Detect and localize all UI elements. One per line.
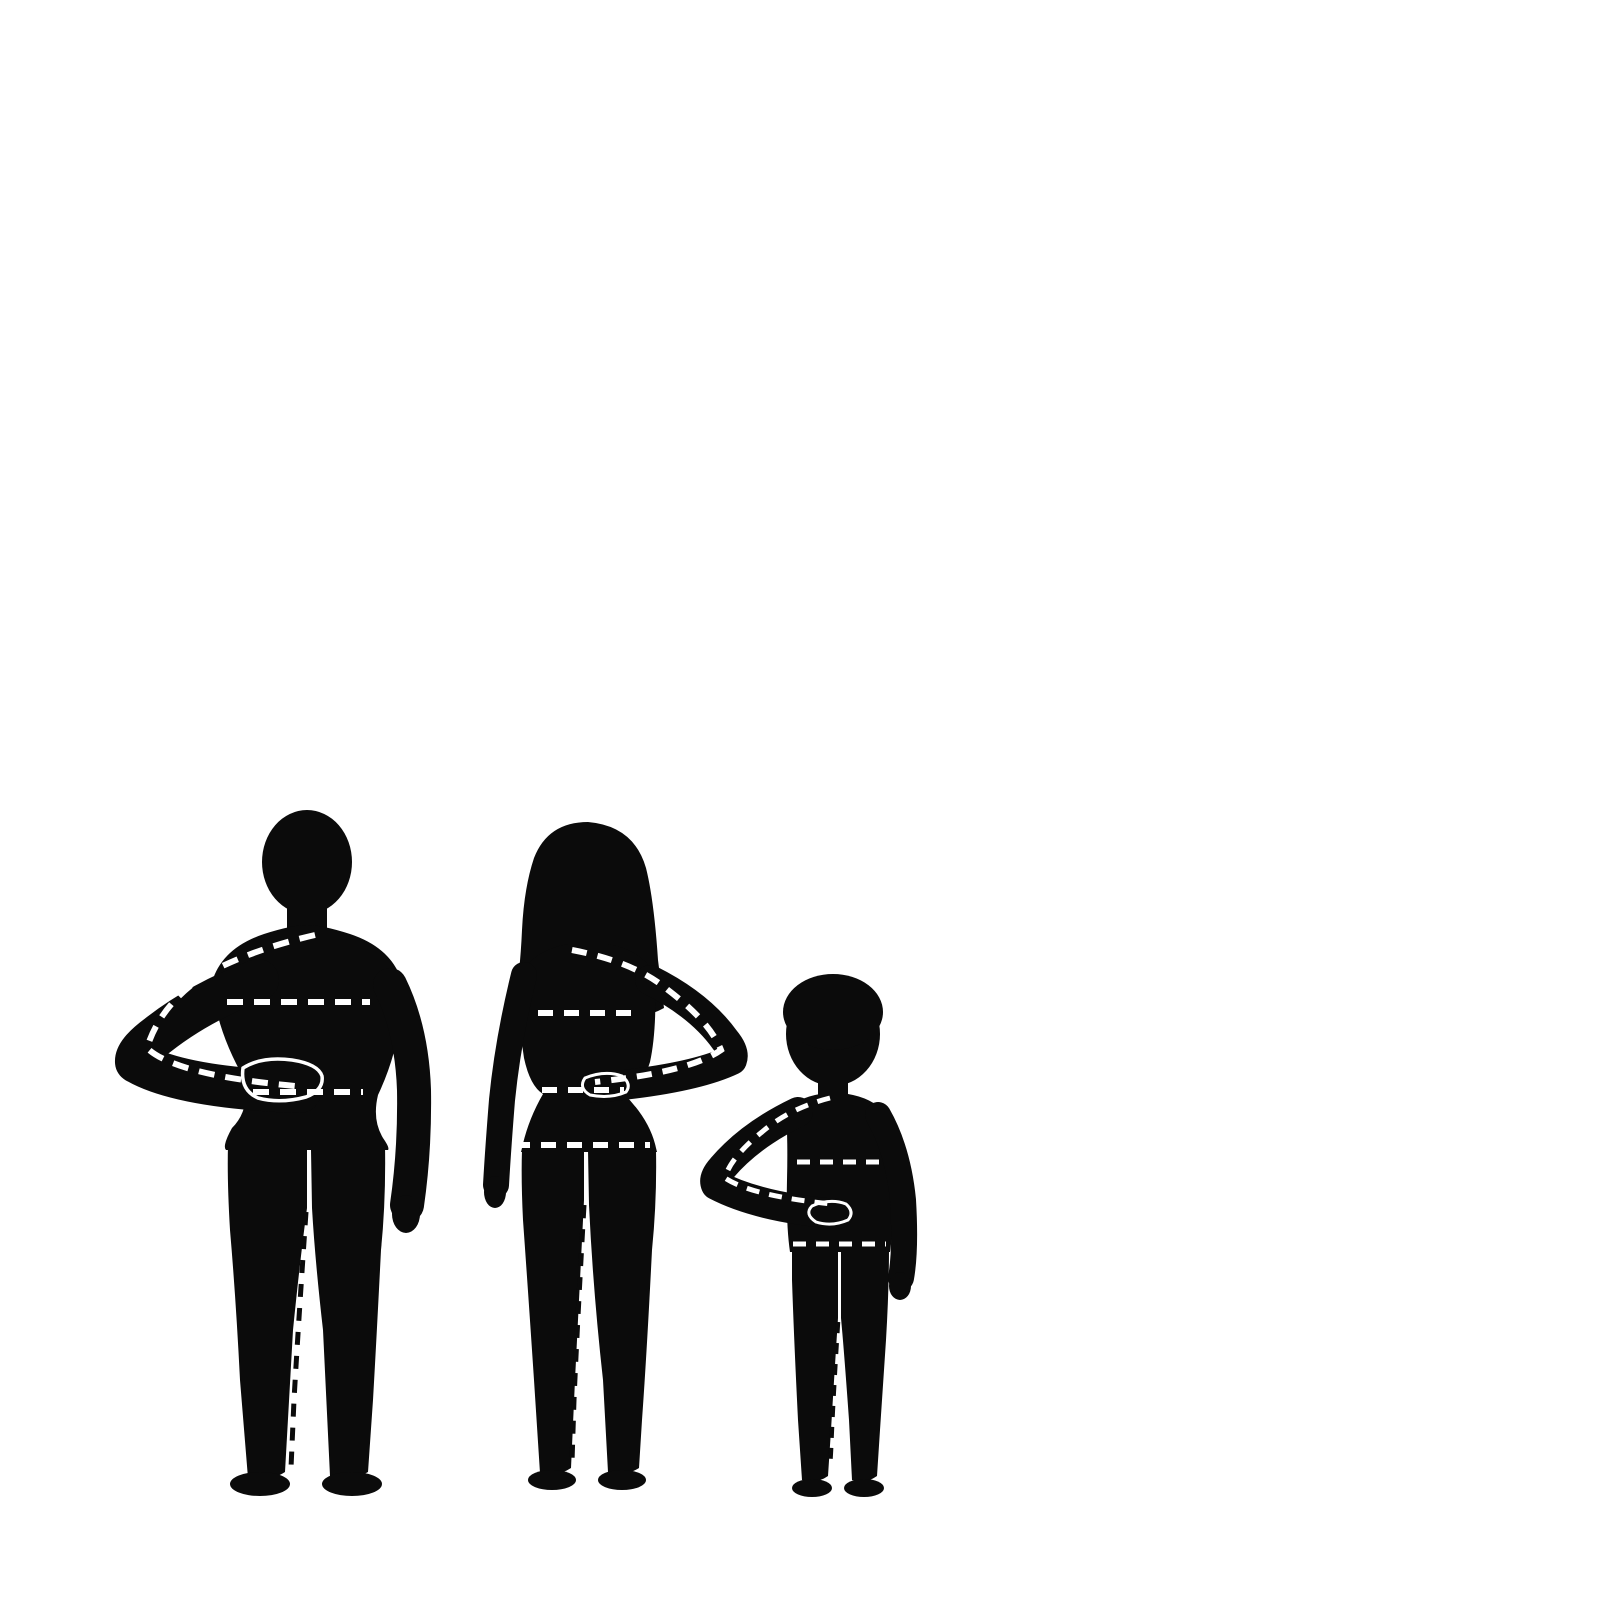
man-silhouette [136,810,420,1496]
woman-silhouette [484,822,733,1490]
